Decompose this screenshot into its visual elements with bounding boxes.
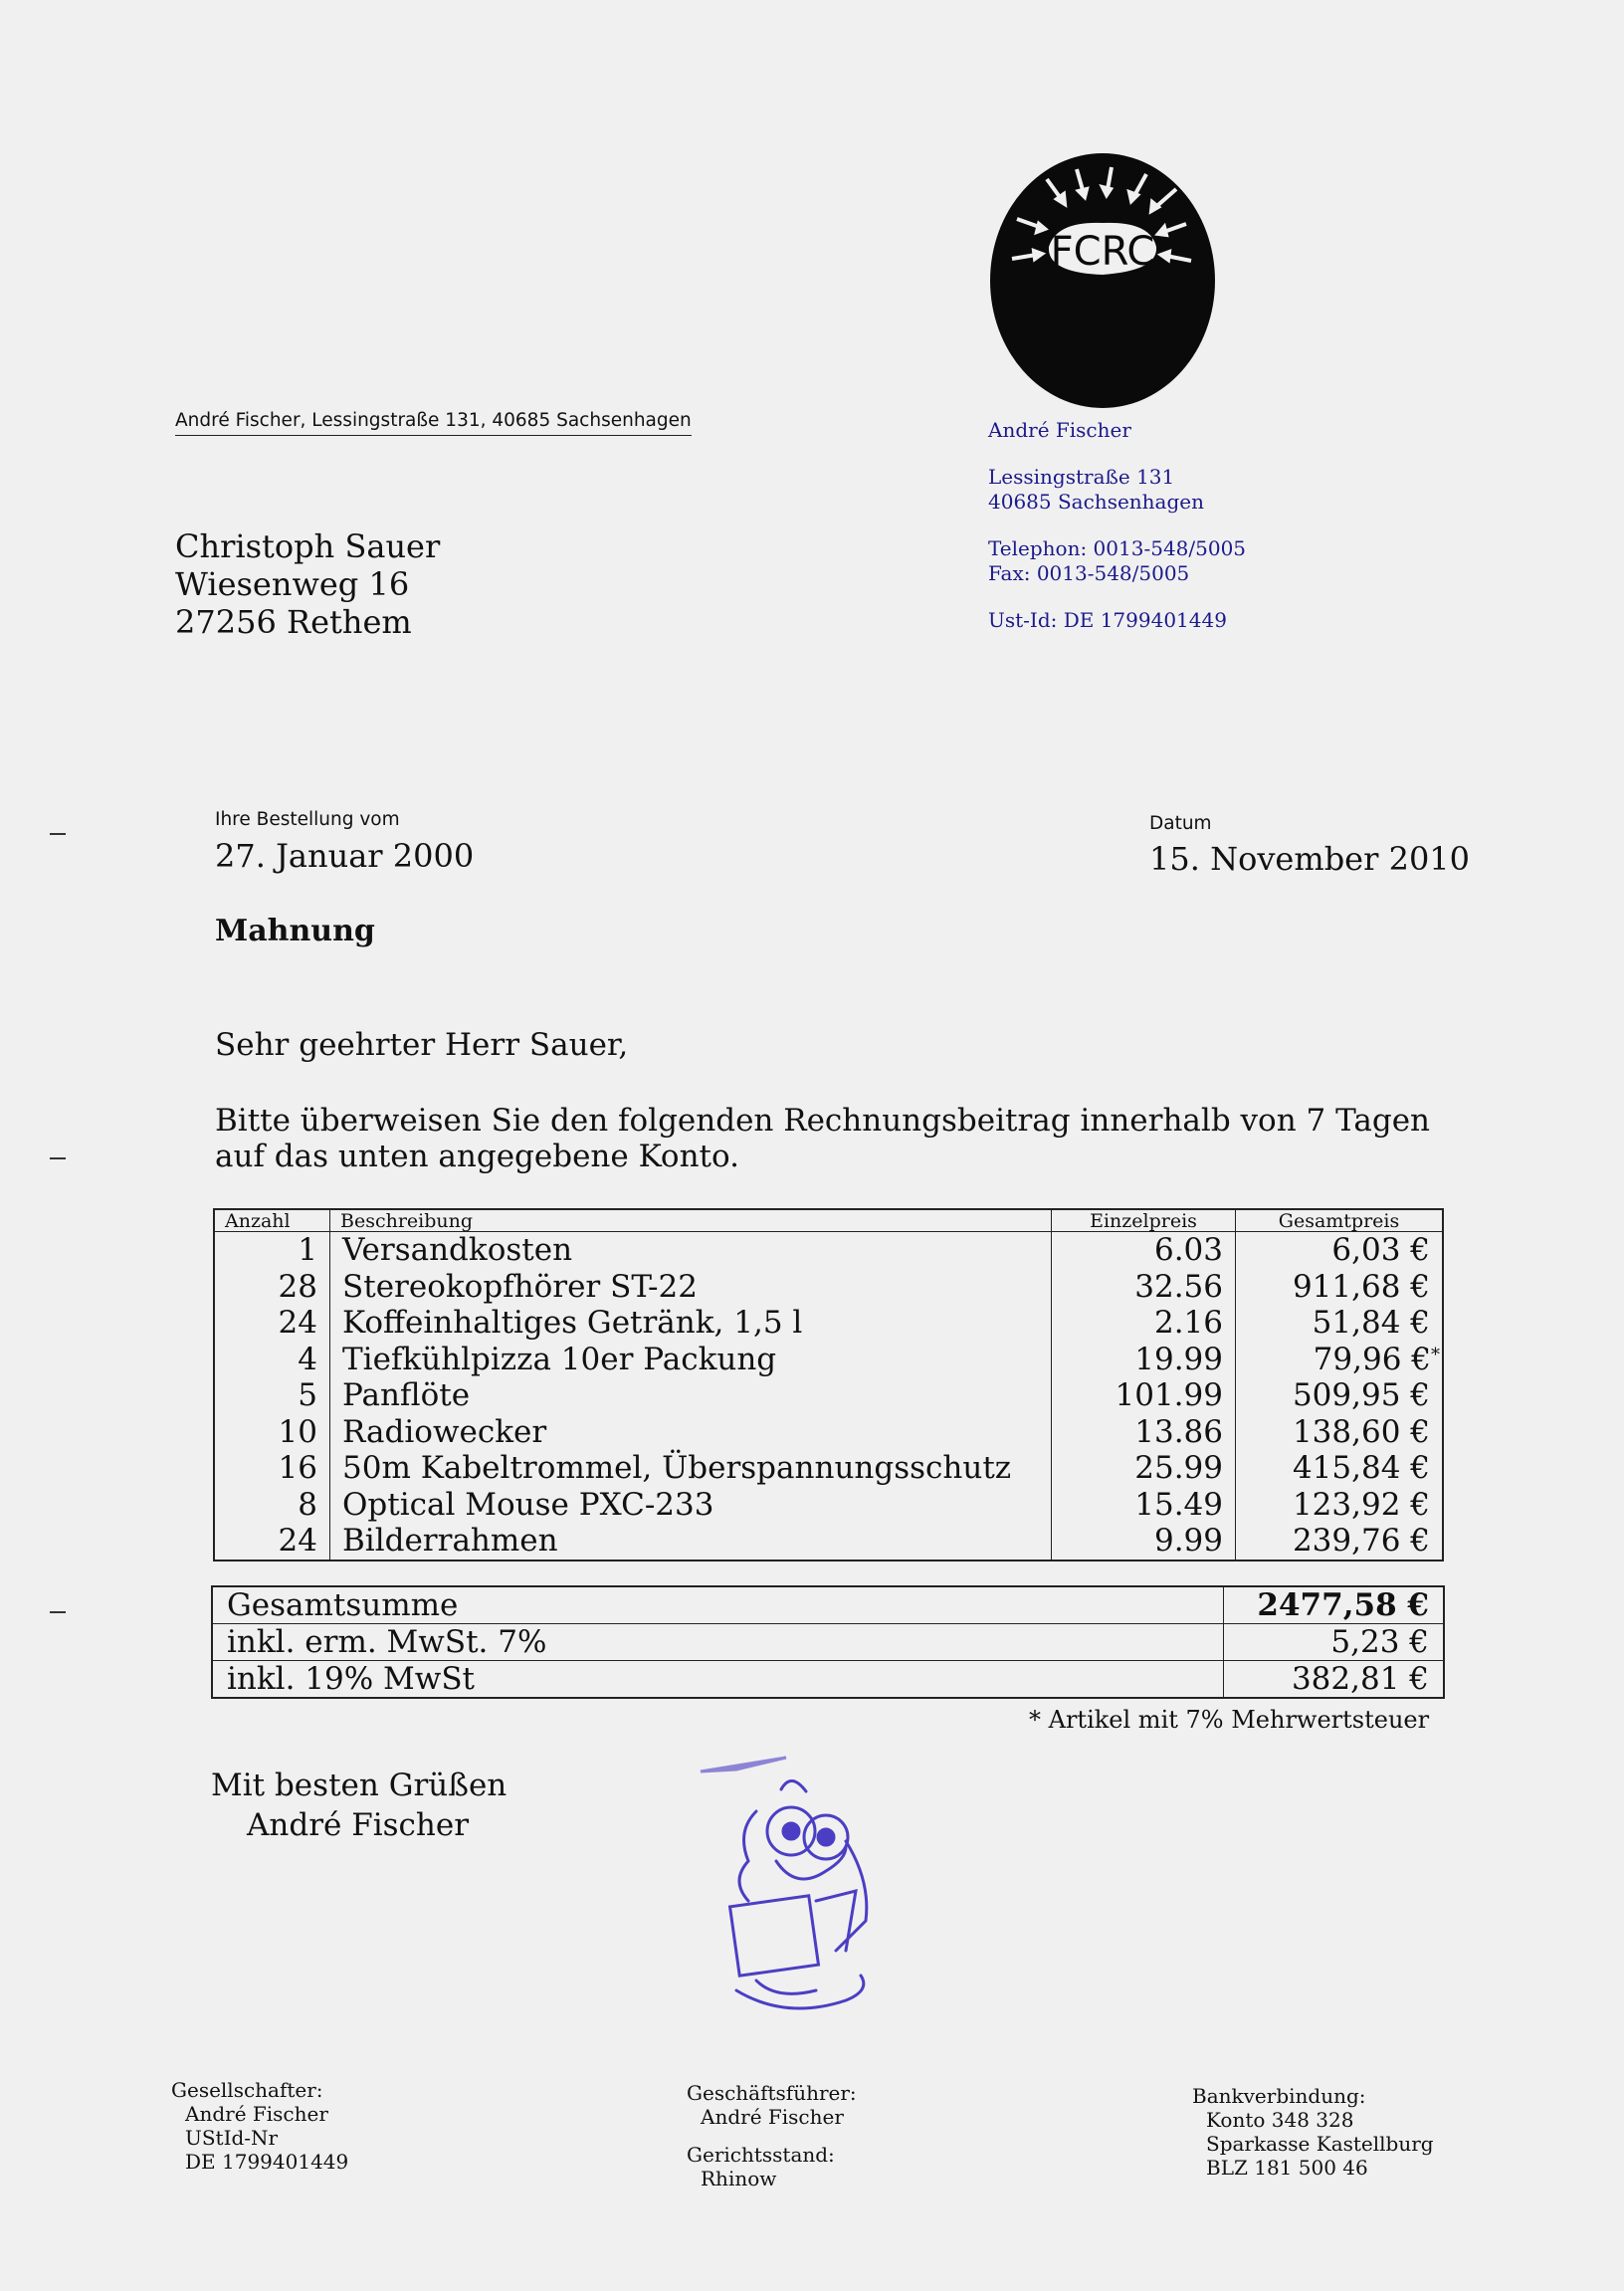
item-unit-price: 101.99 <box>1052 1377 1236 1414</box>
letter-date-label: Datum <box>1149 813 1212 834</box>
item-description: Koffeinhaltiges Getränk, 1,5 l <box>330 1305 1052 1342</box>
company-name: André Fischer <box>988 418 1131 442</box>
table-row <box>214 1450 1443 1487</box>
company-street: Lessingstraße 131 <box>988 465 1175 489</box>
company-fax: Fax: 0013-548/5005 <box>988 561 1190 585</box>
company-phone: Telephon: 0013-548/5005 <box>988 536 1247 560</box>
footnote: * Artikel mit 7% Mehrwertsteuer <box>1029 1706 1430 1734</box>
vat7-value: 5,23 € <box>1224 1624 1445 1661</box>
company-city: 40685 Sachsenhagen <box>988 490 1204 514</box>
recipient-name: Christoph Sauer <box>175 527 441 565</box>
footer-ustid-label: UStId-Nr <box>185 2126 279 2150</box>
closing-name: André Fischer <box>247 1807 470 1843</box>
footer-shareholder <box>171 2078 348 2174</box>
reduced-vat-marker: * <box>1431 1344 1440 1365</box>
item-total-price: 6,03 € <box>1236 1232 1444 1269</box>
order-date: 27. Januar 2000 <box>215 837 475 875</box>
item-description: Bilderrahmen <box>330 1523 1052 1561</box>
item-unit-price: 6.03 <box>1052 1232 1236 1269</box>
vat19-label: inkl. 19% MwSt <box>212 1661 1224 1699</box>
item-unit-price: 15.49 <box>1052 1487 1236 1524</box>
footer-court: Rhinow <box>701 2167 777 2190</box>
table-row <box>214 1487 1443 1524</box>
footer-shareholder-label: Gesellschafter: <box>171 2078 323 2102</box>
sum-value: 2477,58 € <box>1224 1586 1445 1624</box>
company-vat-id: Ust-Id: DE 1799401449 <box>988 608 1227 632</box>
item-quantity: 4 <box>214 1342 330 1378</box>
item-description: Tiefkühlpizza 10er Packung <box>330 1342 1052 1378</box>
item-total-price: 415,84 € <box>1236 1450 1444 1487</box>
salutation: Sehr geehrter Herr Sauer, <box>215 1027 629 1063</box>
item-total-price: 911,68 € <box>1236 1269 1444 1306</box>
item-description: Versandkosten <box>330 1232 1052 1269</box>
item-unit-price: 25.99 <box>1052 1450 1236 1487</box>
fold-mark-bottom <box>50 1611 66 1613</box>
table-row <box>214 1305 1443 1342</box>
footer-bank-label: Bankverbindung: <box>1192 2084 1366 2108</box>
totals-row-vat7 <box>212 1624 1444 1661</box>
item-description: Stereokopfhörer ST-22 <box>330 1269 1052 1306</box>
fold-mark-middle <box>50 1157 66 1159</box>
footer-management <box>687 2081 857 2190</box>
sender-return-line: André Fischer, Lessingstraße 131, 40685 Sachsenhagen <box>175 410 692 436</box>
item-quantity: 10 <box>214 1414 330 1451</box>
body-line-1: Bitte überweisen Sie den folgenden Rechnungsbeitrag innerhalb von 7 Tagen <box>215 1103 1431 1139</box>
footer-bank-blz: BLZ 181 500 46 <box>1206 2156 1368 2180</box>
footer-director-name: André Fischer <box>701 2105 844 2129</box>
item-total-price: 239,76 € <box>1236 1523 1444 1561</box>
totals-row-sum <box>212 1586 1444 1624</box>
table-row <box>214 1232 1443 1269</box>
header-unit-price: Einzelpreis <box>1052 1209 1236 1232</box>
item-total-price: 138,60 € <box>1236 1414 1444 1451</box>
body-line-2: auf das unten angegebene Konto. <box>215 1139 739 1174</box>
table-header-row <box>214 1209 1443 1232</box>
logo-lettering: FCRC <box>1050 229 1155 275</box>
table-row <box>214 1269 1443 1306</box>
item-quantity: 28 <box>214 1269 330 1306</box>
footer-bank-name: Sparkasse Kastellburg <box>1206 2132 1434 2156</box>
footer-ustid: DE 1799401449 <box>185 2150 349 2174</box>
vat19-value: 382,81 € <box>1224 1661 1445 1699</box>
invoice-items-table <box>213 1208 1444 1562</box>
item-description: Radiowecker <box>330 1414 1052 1451</box>
item-description: Panflöte <box>330 1377 1052 1414</box>
item-quantity: 24 <box>214 1523 330 1561</box>
subject-line: Mahnung <box>215 914 375 948</box>
item-total-price: 123,92 € <box>1236 1487 1444 1524</box>
footer-bank-account: Konto 348 328 <box>1206 2108 1354 2132</box>
recipient-address <box>175 527 440 641</box>
header-total-price: Gesamtpreis <box>1236 1209 1444 1232</box>
company-logo <box>987 149 1218 413</box>
item-quantity: 1 <box>214 1232 330 1269</box>
recipient-city: 27256 Rethem <box>175 603 412 641</box>
item-total-price: 79,96 €* <box>1236 1342 1444 1378</box>
footer-shareholder-name: André Fischer <box>185 2102 328 2126</box>
closing <box>211 1766 507 1845</box>
fold-mark-top <box>50 833 66 835</box>
item-unit-price: 13.86 <box>1052 1414 1236 1451</box>
company-letterhead <box>988 418 1246 633</box>
header-description: Beschreibung <box>330 1209 1052 1232</box>
item-total-price: 51,84 € <box>1236 1305 1444 1342</box>
table-row <box>214 1523 1443 1561</box>
table-row <box>214 1342 1443 1378</box>
table-row <box>214 1377 1443 1414</box>
footer-bank <box>1192 2084 1434 2180</box>
recipient-street: Wiesenweg 16 <box>175 565 410 603</box>
item-description: 50m Kabeltrommel, Überspannungsschutz <box>330 1450 1052 1487</box>
totals-row-vat19 <box>212 1661 1444 1699</box>
table-row <box>214 1414 1443 1451</box>
item-quantity: 16 <box>214 1450 330 1487</box>
vat7-label: inkl. erm. MwSt. 7% <box>212 1624 1224 1661</box>
item-quantity: 8 <box>214 1487 330 1524</box>
item-unit-price: 32.56 <box>1052 1269 1236 1306</box>
item-total-price: 509,95 € <box>1236 1377 1444 1414</box>
item-description: Optical Mouse PXC-233 <box>330 1487 1052 1524</box>
footer-court-label: Gerichtsstand: <box>687 2143 835 2167</box>
item-quantity: 5 <box>214 1377 330 1414</box>
item-unit-price: 19.99 <box>1052 1342 1236 1378</box>
item-quantity: 24 <box>214 1305 330 1342</box>
letter-date: 15. November 2010 <box>1149 840 1471 878</box>
cartoon-stamp <box>697 1752 906 2030</box>
sum-label: Gesamtsumme <box>212 1586 1224 1624</box>
body-text <box>215 1103 1509 1174</box>
header-quantity: Anzahl <box>214 1209 330 1232</box>
item-unit-price: 9.99 <box>1052 1523 1236 1561</box>
table-body <box>214 1232 1443 1561</box>
item-unit-price: 2.16 <box>1052 1305 1236 1342</box>
order-date-label: Ihre Bestellung vom <box>215 809 400 830</box>
closing-greeting: Mit besten Grüßen <box>211 1768 508 1803</box>
footer-director-label: Geschäftsführer: <box>687 2081 857 2105</box>
totals-table <box>211 1585 1445 1699</box>
